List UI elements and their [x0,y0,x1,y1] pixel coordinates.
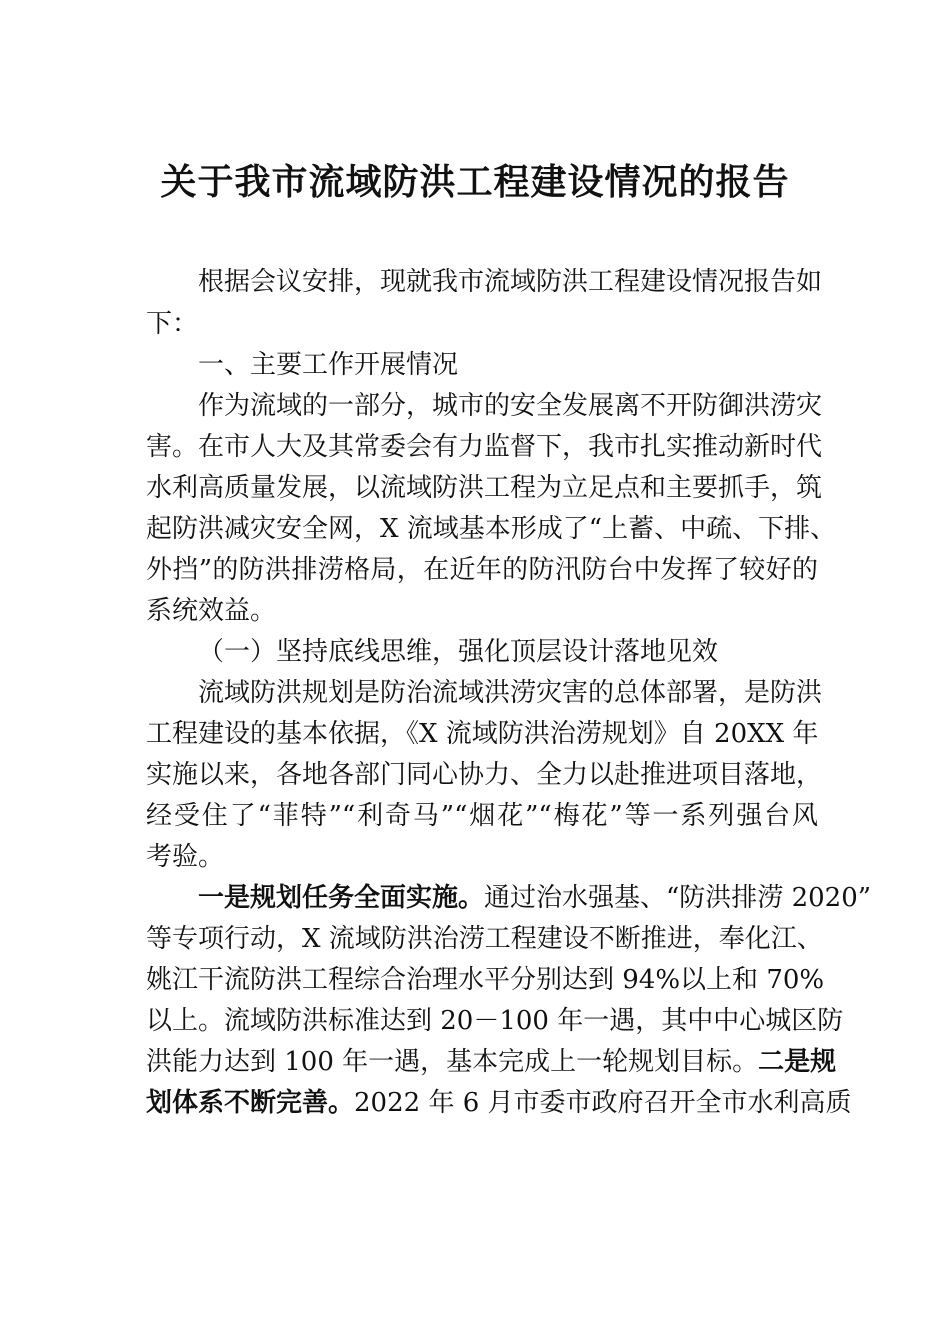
paragraph-line: 等专项行动，X 流域防洪治涝工程建设不断推进，奉化江、 [146,924,823,954]
intro-line-1: 根据会议安排，现就我市流域防洪工程建设情况报告如 [198,267,823,297]
paragraph-line: 流域防洪规划是防治流域洪涝灾害的总体部署，是防洪 [198,678,823,708]
point-1-text: 通过治水强基、“防洪排涝 2020” [484,883,872,913]
paragraph-line: 经受住了“菲特”“利奇马”“烟花”“梅花”等一系列强台风 [146,801,818,831]
section-heading: 一、主要工作开展情况 [198,350,459,380]
paragraph-line: 水利高质量发展，以流域防洪工程为立足点和主要抓手，筑 [146,473,823,503]
paragraph-line: 姚江干流防洪工程综合治理水平分别达到 94%以上和 70% [146,965,825,995]
point-2-line [146,1085,852,1121]
point-2-lead-line [146,1044,837,1080]
paragraph-line: 实施以来，各地各部门同心协力、全力以赴推进项目落地， [146,760,823,790]
point-2-text: 2022 年 6 月市委市政府召开全市水利高质 [354,1088,852,1118]
document-title: 关于我市流域防洪工程建设情况的报告 [160,161,790,203]
point-1-lead: 一是规划任务全面实施。 [198,883,485,913]
paragraph-line: 作为流域的一部分，城市的安全发展离不开防御洪涝灾 [198,391,823,421]
subsection-heading: （一）坚持底线思维，强化顶层设计落地见效 [198,637,719,667]
paragraph-line: 系统效益。 [146,596,277,626]
paragraph-line: 外挡”的防洪排涝格局，在近年的防汛防台中发挥了较好的 [146,555,818,585]
paragraph-line: 考验。 [146,842,225,872]
point-1-closing-text: 洪能力达到 100 年一遇，基本完成上一轮规划目标。 [146,1047,759,1077]
intro-line-2: 下： [146,309,199,339]
paragraph-line: 害。在市人大及其常委会有力监督下，我市扎实推动新时代 [146,432,823,462]
point-1-first-line [146,880,872,916]
paragraph-line: 工程建设的基本依据，《X 流域防洪治涝规划》自 20XX 年 [146,719,819,749]
point-2-lead-start: 二是规 [758,1047,837,1077]
point-2-lead-rest: 划体系不断完善。 [146,1088,355,1118]
paragraph-line: 起防洪减灾安全网，X 流域基本形成了“上蓄、中疏、下排、 [146,514,837,544]
paragraph-line: 以上。流域防洪标准达到 20－100 年一遇，其中中心城区防 [146,1006,844,1036]
